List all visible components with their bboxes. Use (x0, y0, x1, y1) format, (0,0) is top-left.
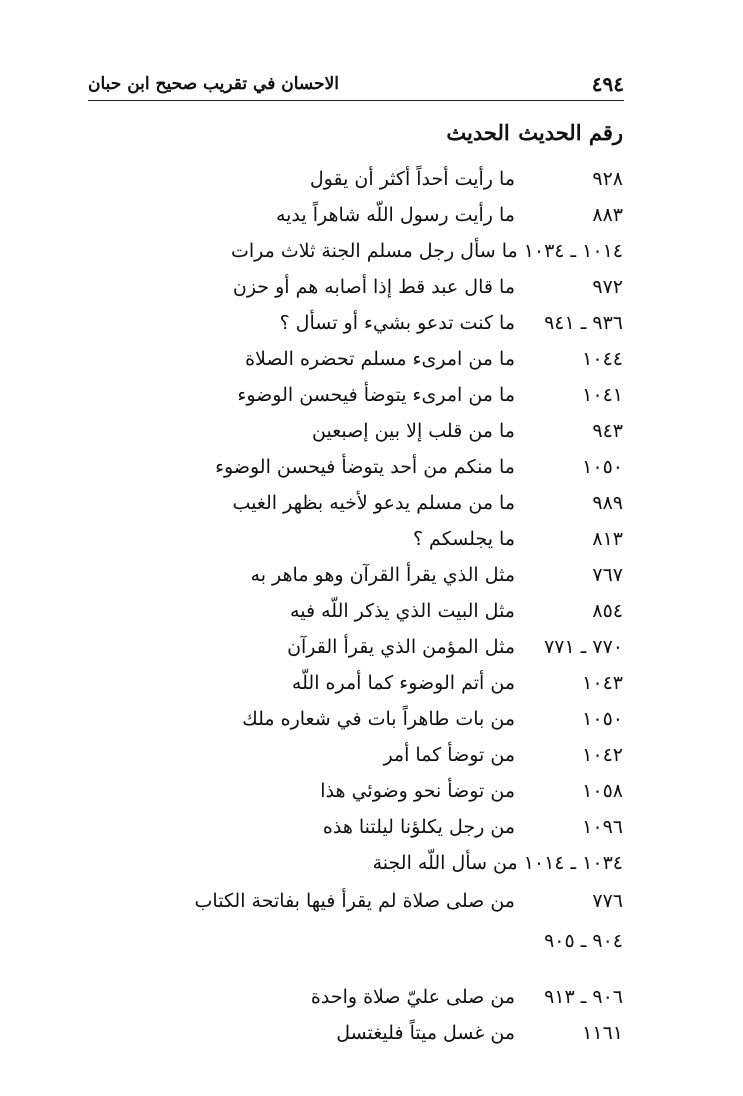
hadith-number: ٧٧٦ (592, 890, 623, 912)
hadith-text: من توضأ نحو وضوئي هذا (320, 780, 515, 802)
index-row (123, 1015, 623, 1051)
index-row (123, 233, 623, 269)
hadith-number: ٧٧٠ ـ ٧٧١ (544, 636, 623, 658)
hadith-text: مثل البيت الذي يذكر اللّه فيه (290, 600, 515, 622)
index-row (123, 773, 623, 809)
index-row (123, 737, 623, 773)
hadith-text: ما يجلسكم ؟ (412, 528, 515, 550)
hadith-number: ٩٨٩ (592, 492, 623, 514)
hadith-number: ١٠٥٨ (582, 780, 623, 802)
running-header (88, 62, 624, 101)
book-title: الاحسان في تقريب صحيح ابن حبان (88, 74, 339, 94)
index-row (123, 665, 623, 701)
hadith-number: ٧٦٧ (592, 564, 623, 586)
column-heading-number: رقم الحديث (518, 120, 623, 145)
index-row (123, 269, 623, 305)
index-row (123, 161, 623, 197)
index-row (123, 305, 623, 341)
hadith-index-list (123, 161, 623, 1051)
index-row (123, 809, 623, 845)
hadith-text: ما من امرىء يتوضأ فيحسن الوضوء (237, 384, 515, 406)
hadith-number: ١٠٩٦ (582, 816, 623, 838)
index-row (123, 979, 623, 1015)
hadith-text: مثل الذي يقرأ القرآن وهو ماهر به (250, 564, 515, 586)
hadith-text: من غسل ميتاً فليغتسل (336, 1022, 515, 1044)
hadith-text: من صلى عليّ صلاة واحدة (310, 986, 515, 1008)
hadith-number: ١١٦١ (582, 1022, 623, 1044)
page-number: ٤٩٤ (591, 72, 624, 96)
hadith-number: ٩٧٢ (592, 276, 623, 298)
hadith-number: ١٠٤١ (582, 384, 623, 406)
hadith-text: ما رأيت رسول اللّه شاهراً يديه (275, 204, 515, 226)
hadith-text: ما من قلب إلا بين إصبعين (312, 420, 515, 442)
index-row (123, 701, 623, 737)
hadith-text: مثل المؤمن الذي يقرأ القرآن (287, 636, 515, 658)
hadith-text: من سأل اللّه الجنة (372, 852, 518, 874)
hadith-number: ٨٨٣ (592, 204, 623, 226)
index-row (123, 521, 623, 557)
hadith-text: ما قال عبد قط إذا أصابه هم أو حزن (232, 276, 515, 298)
hadith-text: من أتم الوضوء كما أمره اللّه (291, 672, 515, 694)
index-row (123, 921, 623, 961)
hadith-number: ٩٤٣ (592, 420, 623, 442)
hadith-text: ما من امرىء مسلم تحضره الصلاة (245, 348, 515, 370)
column-headings (446, 120, 623, 156)
hadith-number: ١٠٤٣ (582, 672, 623, 694)
index-row (123, 593, 623, 629)
index-row (123, 449, 623, 485)
hadith-text: من صلى صلاة لم يقرأ فيها بفاتحة الكتاب (194, 890, 515, 912)
hadith-number: ١٠٥٠ (582, 708, 623, 730)
hadith-text: من بات طاهراً بات في شعاره ملك (242, 708, 515, 730)
index-row (123, 557, 623, 593)
hadith-number: ١٠١٤ ـ ١٠٣٤ (523, 240, 623, 262)
hadith-number: ١٠٥٠ (582, 456, 623, 478)
index-row (123, 845, 623, 881)
hadith-text: من رجل يكلؤنا ليلتنا هذه (322, 816, 515, 838)
hadith-text: ما كنت تدعو بشيء أو تسأل ؟ (279, 312, 515, 334)
index-row (123, 377, 623, 413)
hadith-number: ٩٢٨ (592, 168, 623, 190)
index-row (123, 881, 623, 921)
column-heading-hadith: الحديث (446, 120, 510, 145)
hadith-number: ١٠٤٤ (582, 348, 623, 370)
hadith-number: ٨١٣ (592, 528, 623, 550)
index-row (123, 197, 623, 233)
hadith-text: من توضأ كما أمر (383, 744, 515, 766)
hadith-text: ما من مسلم يدعو لأخيه بظهر الغيب (232, 492, 515, 514)
hadith-number: ١٠٣٤ ـ ١٠١٤ (523, 852, 623, 874)
hadith-text: ما رأيت أحداً أكثر أن يقول (309, 168, 515, 190)
index-row (123, 629, 623, 665)
hadith-number: ٩٠٤ ـ ٩٠٥ (544, 930, 623, 952)
index-row (123, 485, 623, 521)
index-row (123, 413, 623, 449)
hadith-number: ٩٠٦ ـ ٩١٣ (544, 986, 623, 1008)
hadith-text: ما منكم من أحد يتوضأ فيحسن الوضوء (215, 456, 515, 478)
hadith-number: ٩٣٦ ـ ٩٤١ (544, 312, 623, 334)
hadith-text: ما سأل رجل مسلم الجنة ثلاث مرات (231, 240, 518, 262)
hadith-number: ٨٥٤ (592, 600, 623, 622)
hadith-number: ١٠٤٢ (582, 744, 623, 766)
row-spacer (123, 961, 623, 979)
index-row (123, 341, 623, 377)
